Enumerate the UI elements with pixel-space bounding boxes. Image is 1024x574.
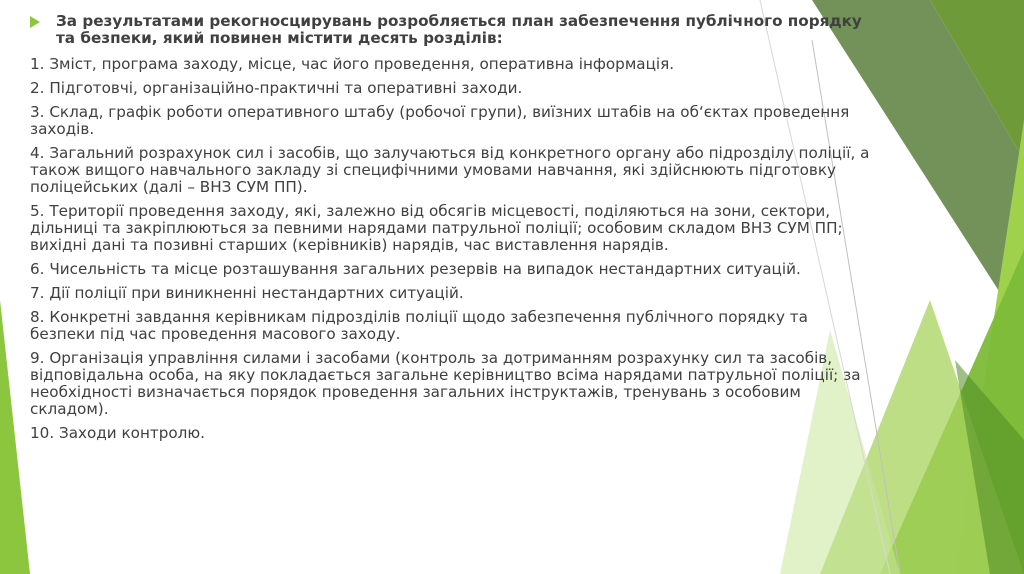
list-item: 9. Організація управління силами і засобами (контроль за дотриманням розрахунку сил та засобів, відповідальна особа, на яку покладається загальне керівництво всіма нарядами патрульної поліції; за необхідності визначається порядок проведення загальних інструктажів, тренувань з особовим складом).: [30, 349, 861, 418]
intro-text: За результатами рекогносцирувань розробляється план забезпечення публічного порядку та безпеки, який повинен містити десять розділів:: [56, 12, 862, 47]
list-item: 2. Підготовчі, організаційно-практичні та оперативні заходи.: [30, 79, 523, 97]
slide-content: [30, 13, 870, 449]
intro-bullet: [30, 13, 870, 47]
decor-left-strip: [0, 300, 30, 574]
list-item: 1. Зміст, програма заходу, місце, час його проведення, оперативна інформація.: [30, 55, 675, 73]
list-item: 10. Заходи контролю.: [30, 424, 205, 442]
list-item: 4. Загальний розрахунок сил і засобів, що залучаються від конкретного органу або підрозділу поліції, а також вищого навчального закладу зі специфічними умовами навчання, які здійснюють підготовку поліцейських (далі – ВНЗ СУМ ПП).: [30, 144, 870, 196]
list-item: 5. Території проведення заходу, які, залежно від обсягів місцевості, поділяються на зони, сектори, дільниці та закріплюються за певними нарядами патрульної поліції; особовим складом ВНЗ СУМ ПП; вихідні дані та позивні старших (керівників) нарядів, час виставлення нарядів.: [30, 202, 843, 254]
list-item: 6. Чисельність та місце розташування загальних резервів на випадок нестандартних ситуацій.: [30, 260, 801, 278]
triangle-right-icon: [30, 13, 56, 28]
list-item: 7. Дії поліції при виникненні нестандартних ситуацій.: [30, 284, 464, 302]
list-item: 3. Склад, графік роботи оперативного штабу (робочої групи), виїзних штабів на об‘єктах проведення заходів.: [30, 103, 850, 138]
list-item: 8. Конкретні завдання керівникам підрозділів поліції щодо забезпечення публічного порядку та безпеки під час проведення масового заходу.: [30, 308, 808, 343]
